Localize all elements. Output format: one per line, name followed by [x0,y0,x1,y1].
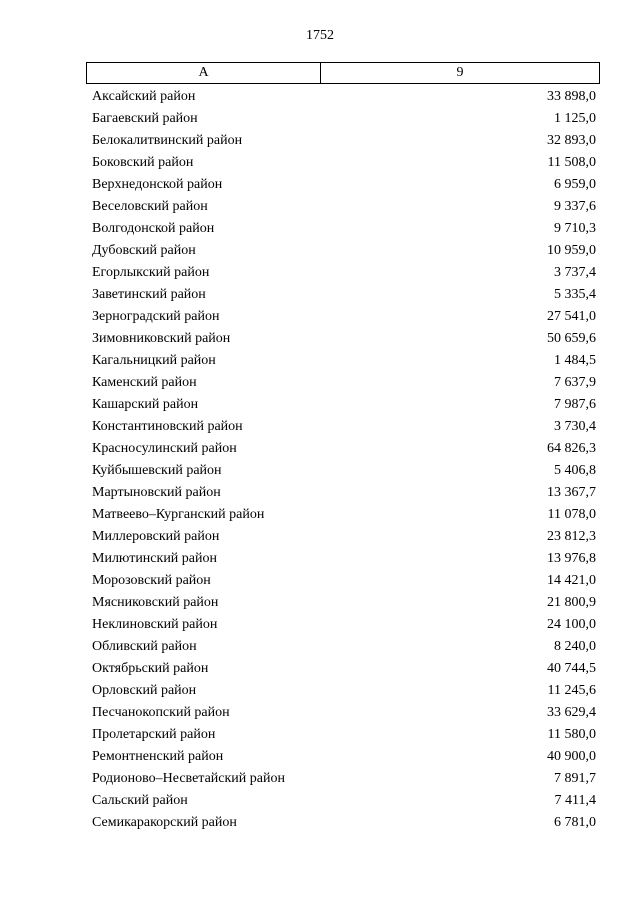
district-value: 32 893,0 [547,133,596,148]
table-row [92,416,596,438]
table-row [92,680,596,702]
district-value: 1 125,0 [554,111,596,126]
district-name: Матвеево–Курганский район [92,507,265,522]
table-row [92,108,596,130]
district-value: 3 737,4 [554,265,596,280]
district-value: 11 078,0 [547,507,596,522]
district-name: Кагальницкий район [92,353,216,368]
column-header-a: А [87,63,321,83]
table-row [92,724,596,746]
district-name: Верхнедонской район [92,177,223,192]
district-name: Волгодонской район [92,221,215,236]
table-row [92,240,596,262]
district-name: Обливский район [92,639,197,654]
district-name: Мартыновский район [92,485,221,500]
table-row [92,482,596,504]
district-name: Зимовниковский район [92,331,231,346]
district-value: 64 826,3 [547,441,596,456]
district-name: Заветинский район [92,287,206,302]
table-row [92,636,596,658]
table-row [92,548,596,570]
district-value: 1 484,5 [554,353,596,368]
district-value: 3 730,4 [554,419,596,434]
district-name: Каменский район [92,375,197,390]
district-name: Кашарский район [92,397,199,412]
district-name: Миллеровский район [92,529,220,544]
table-row [92,592,596,614]
district-value: 7 637,9 [554,375,596,390]
table-row [92,746,596,768]
page-number: 1752 [306,28,334,43]
district-name: Ремонтненский район [92,749,224,764]
district-value: 11 245,6 [547,683,596,698]
district-name: Песчанокопский район [92,705,230,720]
district-name: Веселовский район [92,199,208,214]
district-name: Пролетарский район [92,727,216,742]
district-value: 7 987,6 [554,397,596,412]
district-value: 23 812,3 [547,529,596,544]
table-row [92,394,596,416]
district-value: 9 710,3 [554,221,596,236]
district-value: 13 367,7 [547,485,596,500]
district-name: Неклиновский район [92,617,218,632]
table-row [92,658,596,680]
table-row [92,372,596,394]
table-row [92,306,596,328]
table-body [92,86,596,834]
district-name: Багаевский район [92,111,198,126]
district-value: 14 421,0 [547,573,596,588]
district-value: 40 744,5 [547,661,596,676]
table-row [92,614,596,636]
table-row [92,812,596,834]
table-row [92,460,596,482]
district-name: Куйбышевский район [92,463,222,478]
district-name: Зерноградский район [92,309,220,324]
district-name: Красносулинский район [92,441,237,456]
district-value: 24 100,0 [547,617,596,632]
district-name: Дубовский район [92,243,196,258]
district-name: Мясниковский район [92,595,219,610]
district-value: 7 891,7 [554,771,596,786]
district-name: Морозовский район [92,573,211,588]
district-name: Сальский район [92,793,188,808]
table-row [92,702,596,724]
district-name: Родионово–Несветайский район [92,771,285,786]
table-row [92,768,596,790]
district-value: 9 337,6 [554,199,596,214]
district-name: Константиновский район [92,419,243,434]
district-value: 13 976,8 [547,551,596,566]
district-value: 6 959,0 [554,177,596,192]
district-value: 40 900,0 [547,749,596,764]
district-name: Белокалитвинский район [92,133,243,148]
district-name: Аксайский район [92,89,196,104]
table-row [92,438,596,460]
table-header [86,62,600,84]
district-value: 11 580,0 [547,727,596,742]
table-row [92,86,596,108]
district-name: Орловский район [92,683,197,698]
district-value: 33 898,0 [547,89,596,104]
district-value: 5 335,4 [554,287,596,302]
district-value: 6 781,0 [554,815,596,830]
district-value: 33 629,4 [547,705,596,720]
district-value: 7 411,4 [554,793,596,808]
table-row [92,174,596,196]
table-row [92,218,596,240]
table-row [92,284,596,306]
table-row [92,262,596,284]
district-name: Егорлыкский район [92,265,210,280]
district-name: Семикаракорский район [92,815,237,830]
table-row [92,130,596,152]
column-header-9: 9 [456,65,464,80]
district-name: Милютинский район [92,551,218,566]
table-row [92,350,596,372]
district-name: Боковский район [92,155,194,170]
table-row [92,328,596,350]
district-value: 21 800,9 [547,595,596,610]
table-row [92,196,596,218]
table-row [92,570,596,592]
table-row [92,504,596,526]
district-value: 11 508,0 [547,155,596,170]
district-value: 5 406,8 [554,463,596,478]
district-value: 50 659,6 [547,331,596,346]
table-row [92,152,596,174]
table-row [92,526,596,548]
district-value: 10 959,0 [547,243,596,258]
table-row [92,790,596,812]
district-value: 27 541,0 [547,309,596,324]
district-name: Октябрьский район [92,661,209,676]
district-value: 8 240,0 [554,639,596,654]
